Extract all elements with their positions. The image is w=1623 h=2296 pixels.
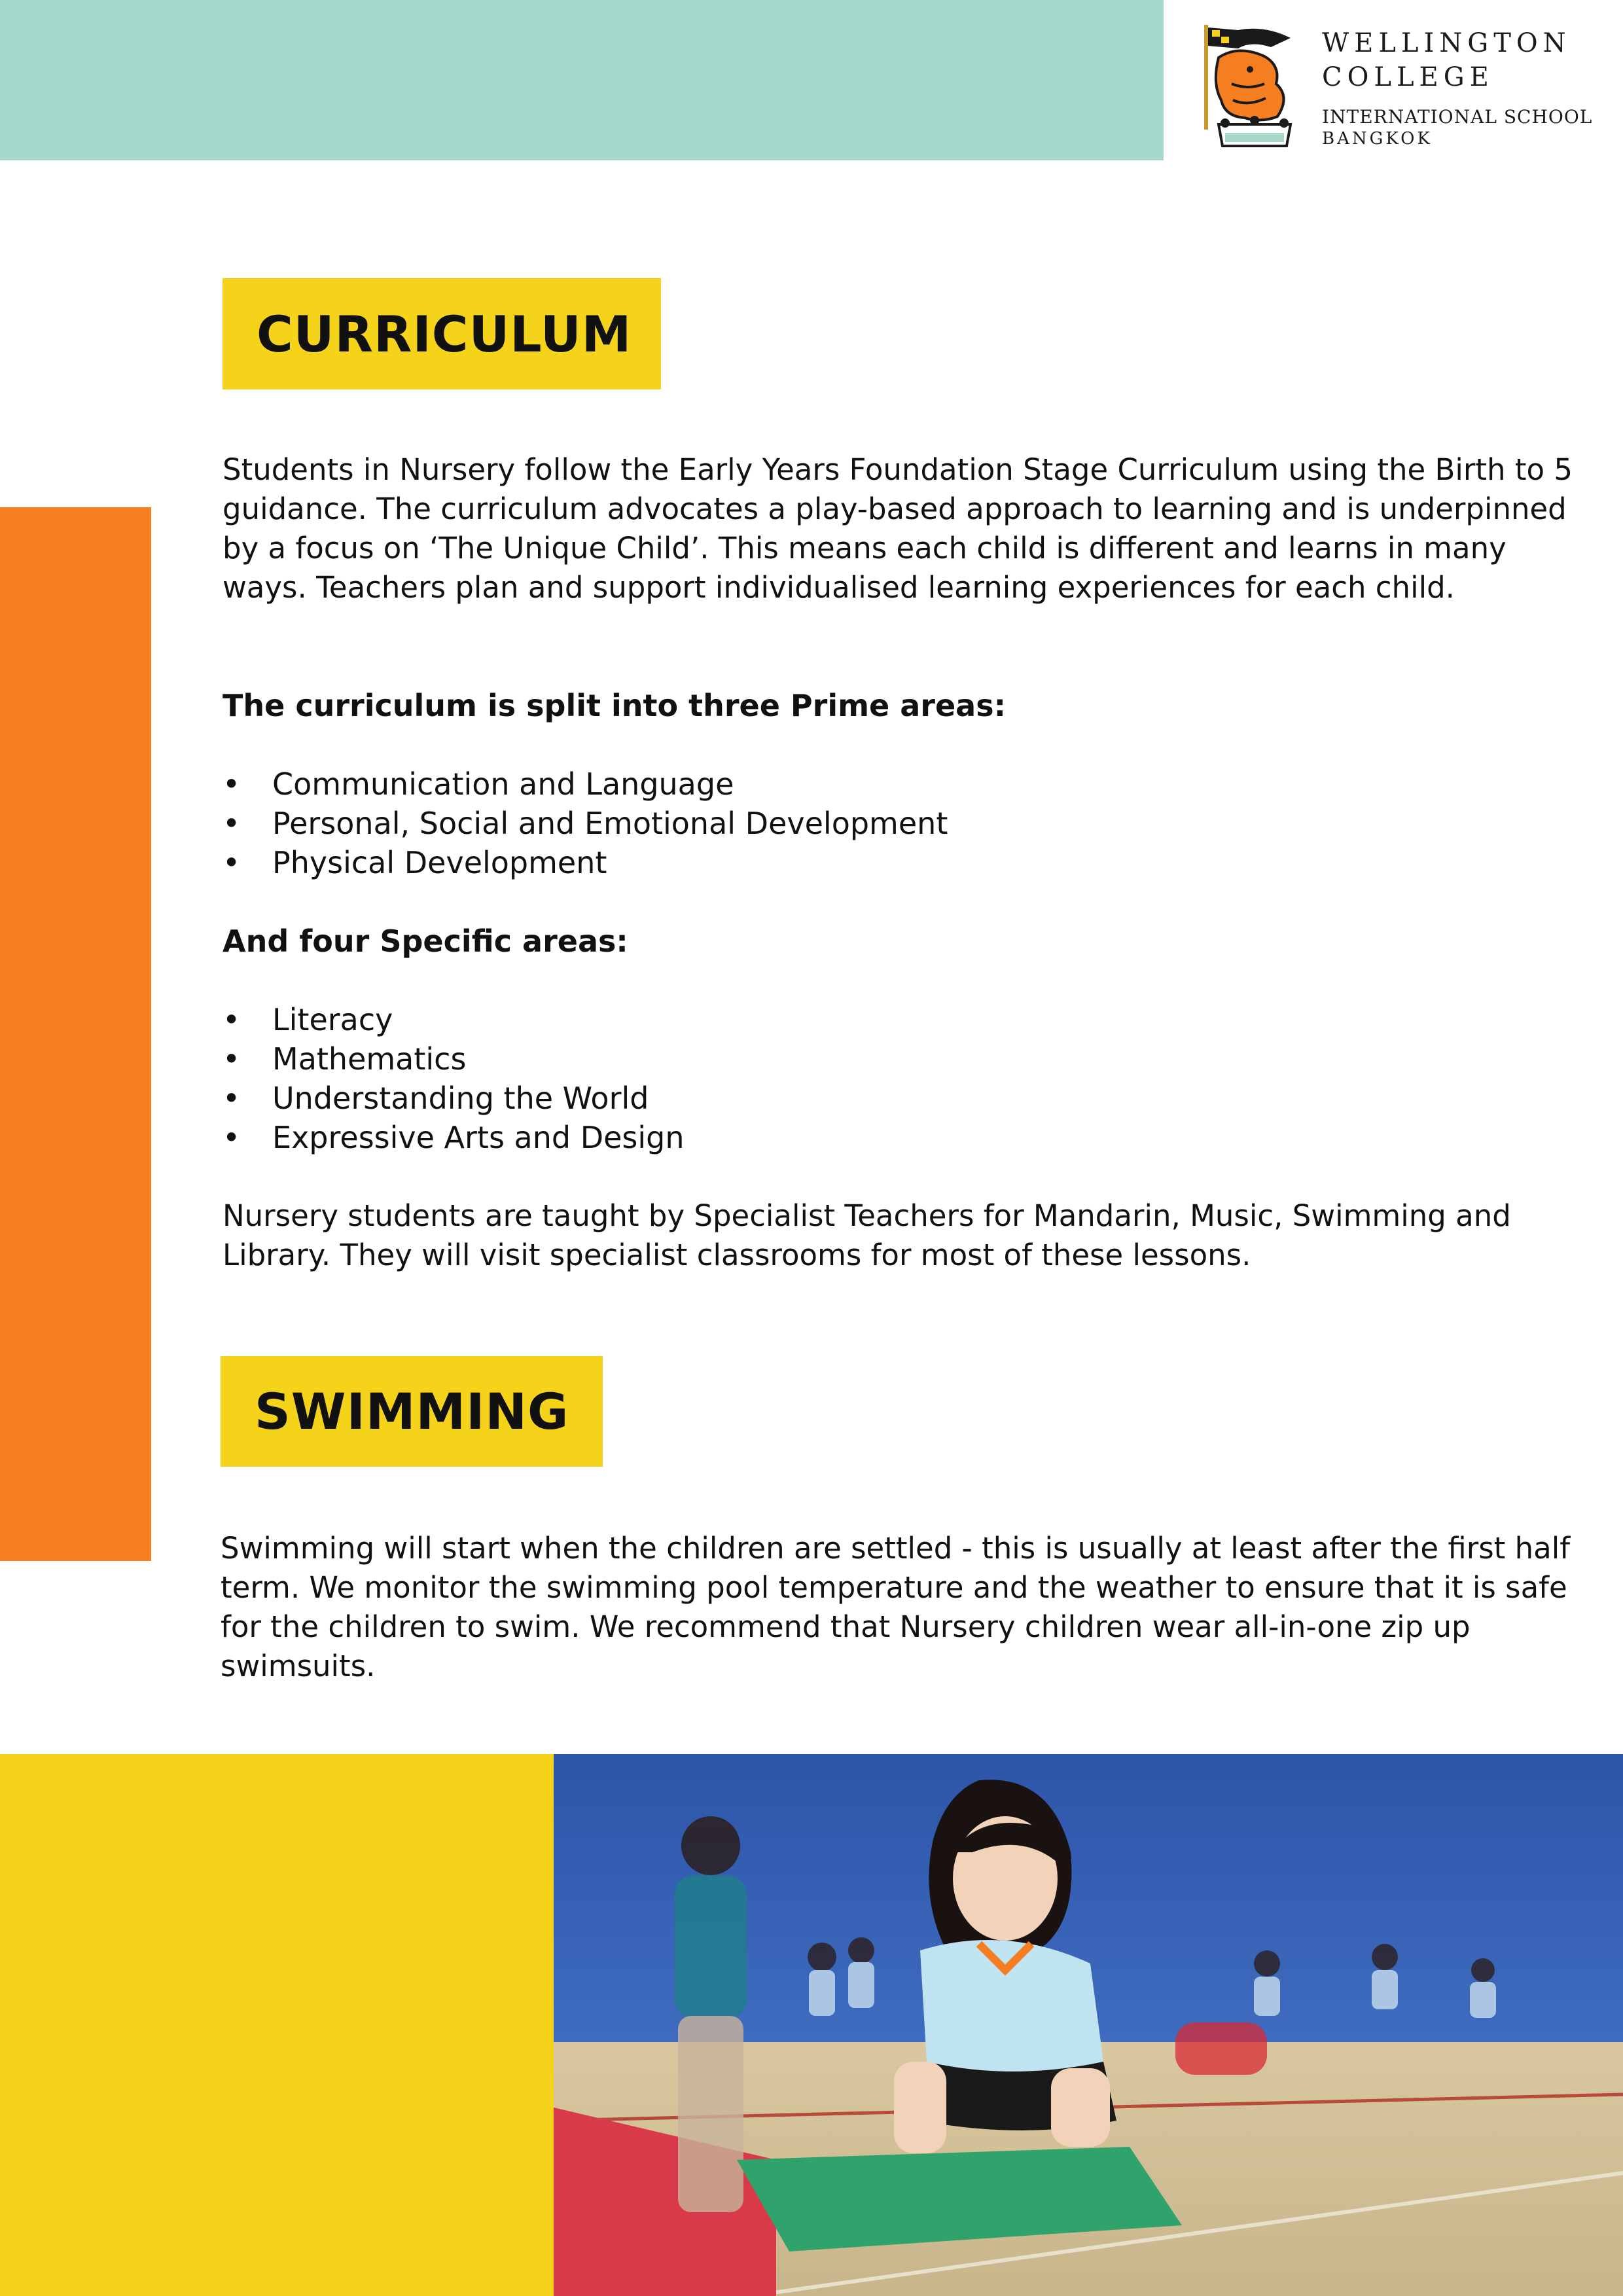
curriculum-intro (223, 450, 1584, 607)
orange-side-bar (0, 507, 151, 1561)
list-item: • Understanding the World (223, 1079, 1571, 1118)
prime-areas-list (223, 764, 1571, 882)
yellow-corner-block (0, 1754, 554, 2296)
prime-areas-heading: The curriculum is split into three Prime areas: (223, 688, 1006, 723)
list-item: • Communication and Language (223, 764, 1571, 804)
curriculum-intro-text: Students in Nursery follow the Early Years Foundation Stage Curriculum using the Birth to 5 guidance. The curriculum advocates a play-based approach to learning and is underpinned by a focus on ‘The Unique Child’. This means each child is different and learns in many ways. Teachers plan and support individualised learning experiences for each child. (223, 452, 1573, 605)
specialist-teachers-paragraph: Nursery students are taught by Specialist Teachers for Mandarin, Music, Swimming and Library. They will visit specialist classrooms for most of these lessons. (223, 1198, 1511, 1272)
swimming-text (221, 1529, 1595, 1686)
specialist-teachers-text (223, 1196, 1597, 1275)
gym-class-photo (554, 1754, 1623, 2296)
list-item: • Mathematics (223, 1039, 1571, 1079)
curriculum-heading-box (223, 278, 661, 389)
curriculum-heading: CURRICULUM (257, 304, 632, 363)
swimming-paragraph: Swimming will start when the children are settled - this is usually at least after the first half term. We monitor the swimming pool temperature and the weather to ensure that it is safe for the children to swim. We recommend that Nursery children wear all-in-one zip up swimsuits. (221, 1531, 1571, 1683)
list-item: • Expressive Arts and Design (223, 1118, 1571, 1157)
logo-wordmark-line2: COLLEGE (1322, 62, 1494, 92)
logo-text (1322, 26, 1592, 149)
swimming-heading-box (221, 1356, 603, 1467)
swimming-heading: SWIMMING (255, 1382, 569, 1441)
crest-icon (1192, 18, 1304, 149)
logo-subtitle-line1: INTERNATIONAL SCHOOL (1322, 106, 1593, 128)
photo-illustration (554, 1754, 1623, 2296)
top-teal-band (0, 0, 1164, 160)
list-item: • Literacy (223, 1000, 1571, 1039)
list-item: • Physical Development (223, 843, 1571, 882)
logo-subtitle-line2: BANGKOK (1322, 129, 1433, 149)
specific-areas-heading: And four Specific areas: (223, 924, 628, 959)
list-item: • Personal, Social and Emotional Development (223, 804, 1571, 843)
school-logo (1192, 18, 1611, 156)
specific-areas-list (223, 1000, 1571, 1157)
logo-wordmark-line1: WELLINGTON (1322, 28, 1571, 58)
